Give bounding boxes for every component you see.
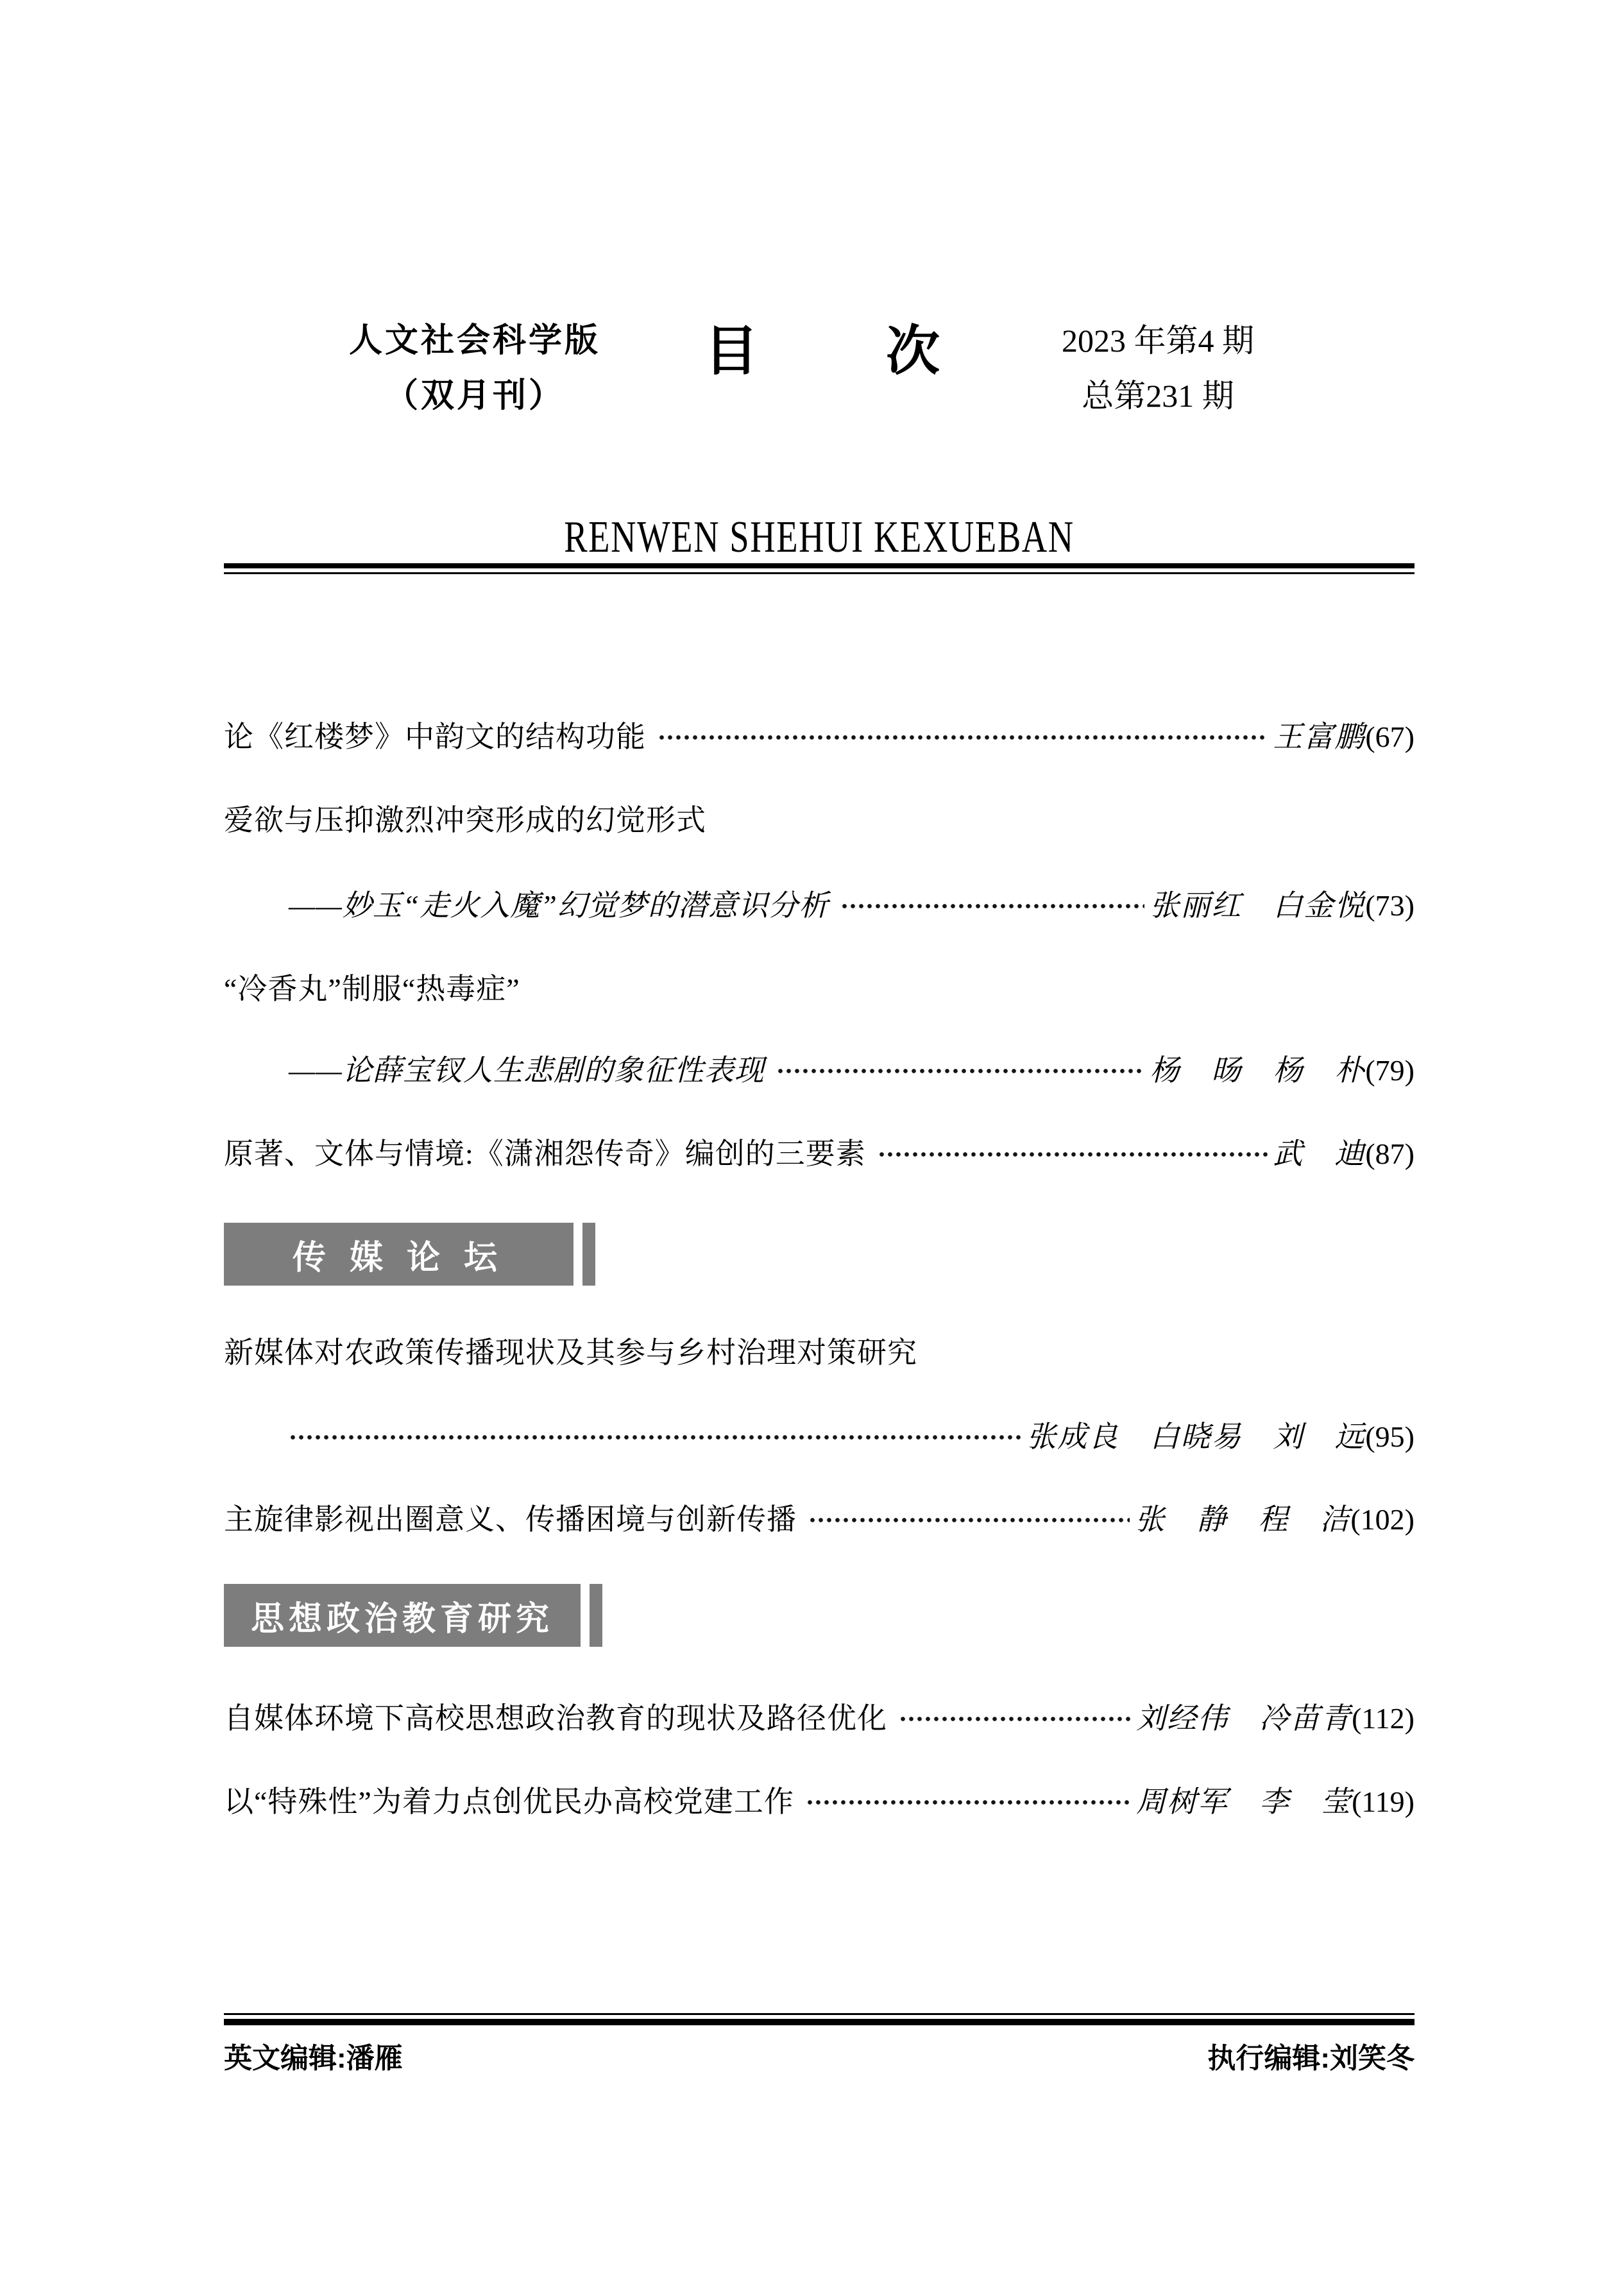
edition-frequency: （双月刊）: [384, 377, 565, 414]
section-heading-label: 传 媒 论 坛: [292, 1239, 505, 1277]
entry-subtitle: ——论薛宝钗人生悲剧的象征性表现: [289, 1054, 765, 1087]
entry-page: (112): [1352, 1702, 1414, 1735]
entry-title: 主旋律影视出圈意义、传播困境与创新传播: [224, 1503, 797, 1536]
journal-pinyin-title: RENWEN SHEHUI KEXUEBAN: [564, 513, 1075, 562]
section-heading-box: [224, 1584, 581, 1647]
edition-block: [334, 313, 616, 423]
toc-entry-subtitle: [224, 888, 1414, 924]
section-heading-bar: [590, 1584, 602, 1647]
entry-authors: 张丽红 白金悦: [1150, 889, 1366, 922]
entry-page: (102): [1350, 1503, 1414, 1536]
dot-leader: [776, 1053, 1145, 1089]
entry-title: 自媒体环境下高校思想政治教育的现状及路径优化: [224, 1702, 887, 1735]
entry-page: (95): [1365, 1420, 1414, 1453]
entry-title: 论《红楼梦》中韵文的结构功能: [224, 720, 646, 753]
entry-authors: 王富鹏: [1273, 720, 1366, 753]
entry-authors: 张 静 程 洁: [1135, 1503, 1351, 1536]
edition-name: 人文社会科学版: [348, 322, 600, 359]
entry-authors: 武 迪: [1273, 1137, 1366, 1170]
toc-entry: [224, 1701, 1414, 1737]
entry-subtitle: ——妙玉“走火入魔”幻觉梦的潜意识分析: [289, 889, 829, 922]
toc-title-char-1: 目: [704, 321, 759, 381]
entry-authors: 张成良 白晓易 刘 远: [1026, 1420, 1366, 1453]
executive-editor: 执行编辑:刘笑冬: [1207, 2043, 1414, 2074]
entry-authors: 杨 旸 杨 朴: [1150, 1054, 1366, 1087]
toc-entry: [224, 1784, 1414, 1820]
entry-title: “冷香丸”制服“热毒症”: [224, 973, 520, 1005]
toc-entry: [224, 1335, 1414, 1371]
dot-leader: [658, 719, 1268, 755]
entry-title: 以“特殊性”为着力点创优民办高校党建工作: [224, 1785, 794, 1818]
entry-page: (73): [1365, 889, 1414, 922]
entry-page: (67): [1365, 720, 1414, 753]
footer-editors: [224, 2035, 1414, 2076]
entry-page: (79): [1365, 1054, 1414, 1087]
entry-title: 新媒体对农政策传播现状及其参与乡村治理对策研究: [224, 1336, 917, 1369]
entry-title: 爱欲与压抑激烈冲突形成的幻觉形式: [224, 804, 706, 837]
entry-page: (87): [1365, 1137, 1414, 1170]
footer-double-rule: [224, 2013, 1414, 2025]
issue-number: 2023 年第4 期: [1062, 323, 1254, 359]
toc-entry-subtitle: [224, 1053, 1414, 1089]
dot-leader: [806, 1784, 1131, 1820]
dot-leader: [878, 1136, 1268, 1172]
entry-authors: 周树军 李 莹: [1136, 1785, 1352, 1818]
dot-leader: [808, 1502, 1130, 1538]
section-heading-label: 思想政治教育研究: [250, 1601, 554, 1638]
toc-list: [224, 575, 1414, 1820]
english-editor: 英文编辑:潘雁: [224, 2043, 403, 2074]
toc-entry: [224, 971, 1414, 1007]
toc-entry: [224, 803, 1414, 838]
toc-entry: [224, 719, 1414, 755]
dot-leader: [289, 1419, 1021, 1455]
toc-title: [704, 321, 940, 381]
section-heading-media-forum: [224, 1223, 1414, 1286]
dot-leader: [840, 888, 1144, 924]
entry-title: 原著、文体与情境:《潇湘怨传奇》编创的三要素: [224, 1137, 866, 1170]
entry-page: (119): [1352, 1785, 1414, 1818]
entry-authors: 刘经伟 冷苗青: [1136, 1702, 1352, 1735]
header-double-rule: [224, 563, 1414, 574]
section-heading-ideological-political-education: [224, 1584, 1414, 1647]
section-heading-box: [224, 1223, 573, 1286]
cumulative-issue-number: 总第231 期: [1082, 378, 1234, 414]
section-heading-bar: [582, 1223, 595, 1286]
issue-block: [1033, 313, 1283, 423]
toc-title-char-2: 次: [886, 321, 940, 381]
dot-leader: [899, 1701, 1131, 1737]
toc-entry: [224, 1136, 1414, 1172]
toc-entry: [224, 1502, 1414, 1538]
toc-entry-authors-line: [224, 1419, 1414, 1455]
